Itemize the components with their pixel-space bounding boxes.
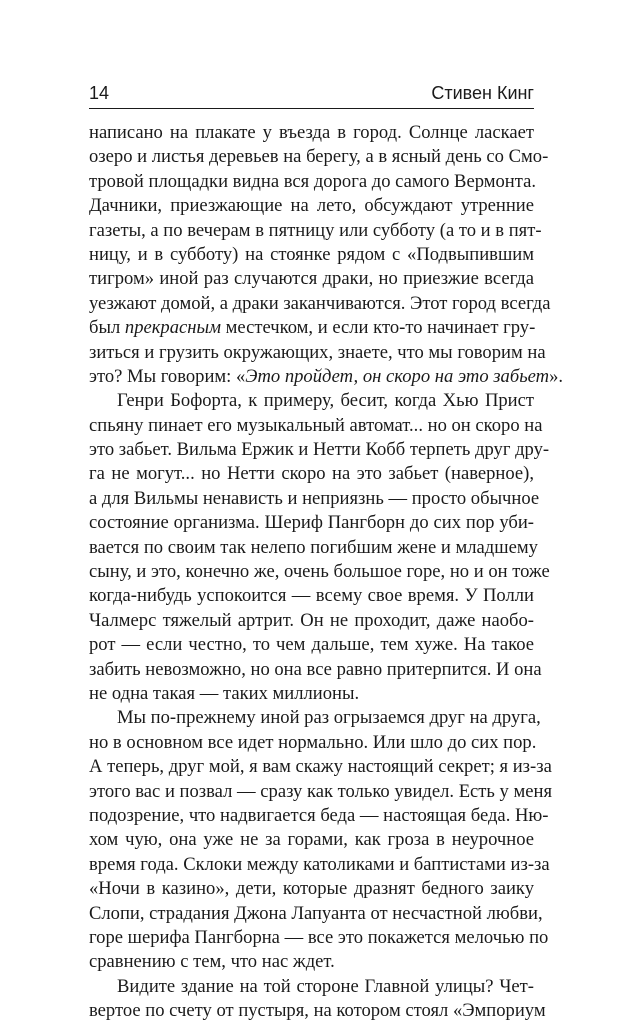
text-line: но в основном все идет нормально. Или шло до сих пор. (89, 731, 537, 753)
text-line: озеро и листья деревьев на берегу, а в ясный день со Смо- (89, 146, 549, 168)
text-line: спьяну пинает его музыкальный автомат... но он скоро на (89, 414, 543, 436)
text-line: тровой площадки видна вся дорога до самого Вермонта. (89, 170, 536, 192)
running-title: Стивен Кинг (431, 83, 534, 103)
text-line: когда-нибудь успокоится — всему свое время. У Полли (89, 585, 534, 607)
text-line: Мы по-прежнему иной раз огрызаемся друг на друга, (117, 707, 541, 729)
text-line: сравнению с тем, что нас ждет. (89, 951, 335, 973)
text-line: тигром» иной раз случаются драки, но приезжие всегда (89, 268, 534, 290)
text-line: время года. Склоки между католиками и баптистами из-за (89, 853, 550, 875)
text-line: написано на плакате у въезда в город. Солнце ласкает (89, 122, 534, 143)
text-line: сыну, и это, конечно же, очень большое горе, но и он тоже (89, 561, 550, 583)
text-line: га не могут... но Нетти скоро на это забьет (наверное), (89, 463, 534, 485)
text-line: не одна такая — таких миллионы. (89, 682, 360, 704)
text-line: газеты, а по вечерам в пятницу или субботу (а то и в пят- (89, 219, 542, 241)
text-line: рот — если честно, то чем дальше, тем хуже. На такое (89, 634, 534, 656)
text-line: Дачники, приезжающие на лето, обсуждают утренние (89, 195, 534, 217)
text-line-segment: местечком, и если кто-то начинает гру- (220, 317, 536, 339)
text-line (89, 316, 534, 340)
text-line: вается по своим так нелепо погибшим жене и младшему (89, 536, 538, 558)
text-line: зиться и грузить окружающих, знаете, что мы говорим на (89, 341, 546, 363)
text-line: А теперь, друг мой, я вам скажу настоящий секрет; я из-за (89, 756, 552, 778)
text-line: Слопи, страдания Джона Лапуанта от несчастной любви, (89, 902, 543, 924)
text-line: а для Вильмы ненависть и неприязнь — просто обычное (89, 487, 540, 509)
text-line: состояние организма. Шериф Пангборн до сих пор уби- (89, 512, 534, 534)
text-line: подозрение, что надвигается беда — настоящая беда. Ню- (89, 804, 549, 826)
text-line: Генри Бофорта, к примеру, бесит, когда Хью Прист (117, 390, 534, 412)
text-line (89, 365, 564, 389)
text-line: хом чую, она уже не за горами, как гроза в неурочное (89, 829, 534, 851)
text-line-segment: это? Мы говорим: « (89, 365, 246, 387)
italic-phrase: прекрасным (124, 317, 221, 339)
page-number: 14 (89, 83, 110, 103)
text-line: «Ночи в казино», дети, которые дразнят бедного заику (89, 878, 534, 900)
text-line: это забьет. Вильма Ержик и Нетти Кобб терпеть друг дру- (89, 439, 550, 461)
text-line-segment: ». (549, 365, 564, 387)
text-line: вертое по счету от пустыря, на котором стоял «Эмпориум (89, 1000, 546, 1022)
text-line: уезжают домой, а драки заканчиваются. Этот город всегда (89, 292, 551, 314)
text-line: ницу, и в субботу) на стоянке рядом с «Подвыпившим (89, 243, 534, 265)
page-header (89, 80, 534, 106)
text-line: Чалмерс тяжелый артрит. Он не проходит, даже наобо- (89, 609, 534, 631)
body-text (89, 121, 564, 1023)
text-line-segment: был (89, 317, 125, 339)
text-line: Видите здание на той стороне Главной улицы? Чет- (117, 975, 534, 997)
text-line: забить невозможно, но она все равно притерпится. И она (89, 658, 542, 680)
header-rule (89, 108, 534, 109)
text-line: горе шерифа Пангборна — все это покажется мелочью по (89, 926, 549, 948)
italic-phrase: Это пройдет, он скоро на это забьет (245, 365, 550, 387)
text-line: этого вас и позвал — сразу как только увидел. Есть у меня (89, 780, 553, 802)
